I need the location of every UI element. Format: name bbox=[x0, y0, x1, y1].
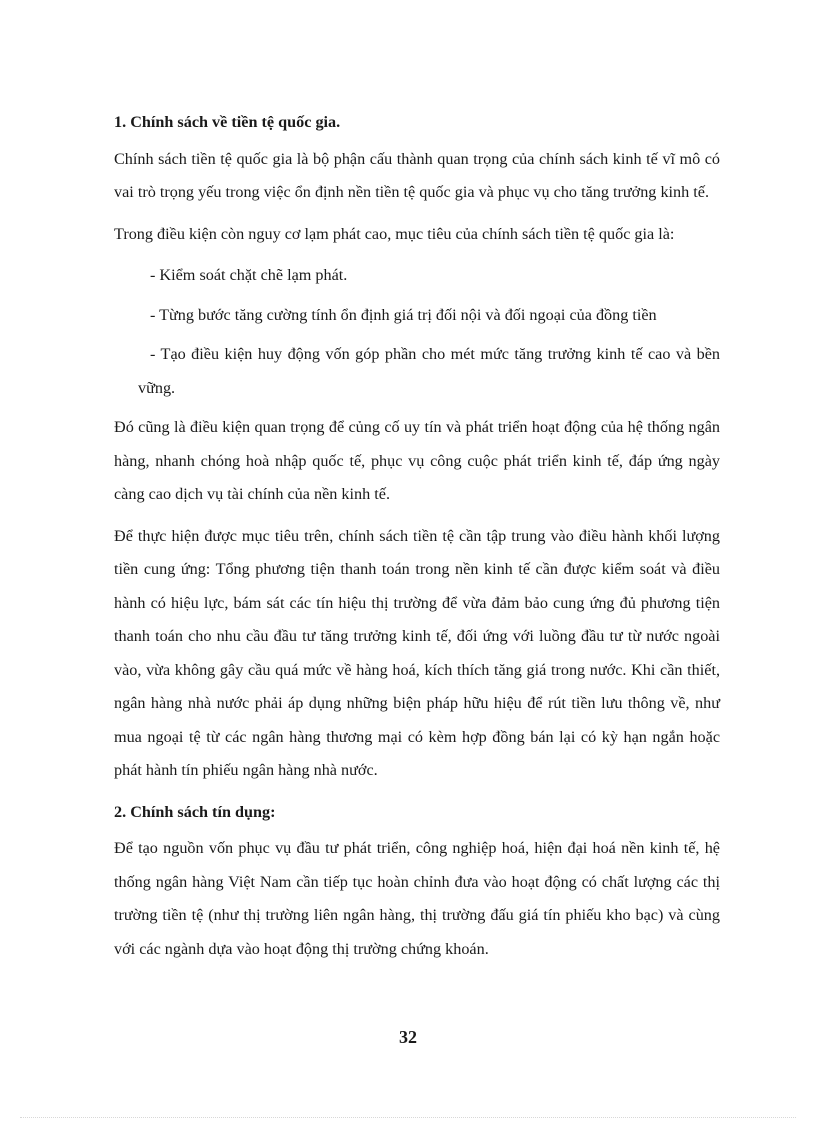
section-heading-credit-policy: 2. Chính sách tín dụng: bbox=[114, 802, 276, 821]
page-body bbox=[114, 106, 720, 974]
paragraph: Để thực hiện được mục tiêu trên, chính sách tiền tệ cần tập trung vào điều hành khối lượng tiền cung ứng: Tổng phương tiện thanh toán trong nền kinh tế cần được kiểm soát và điều hành có hiệu lực, bám sát các tín hiệu thị trường để vừa đảm bảo cung ứng đủ phương tiện thanh toán cho nhu cầu đầu tư tăng trưởng kinh tế, đối ứng với luồng đầu tư từ nước ngoài vào, vừa không gây cầu quá mức về hàng hoá, kích thích tăng giá trong nước. Khi cần thiết, ngân hàng nhà nước phải áp dụng những biện pháp hữu hiệu để rút tiền lưu thông về, như mua ngoại tệ từ các ngân hàng thương mại có kèm hợp đồng bán lại có kỳ hạn ngắn hoặc phát hành tín phiếu ngân hàng nhà nước. bbox=[114, 526, 720, 779]
page-bottom-divider bbox=[20, 1117, 796, 1118]
paragraph: Để tạo nguồn vốn phục vụ đầu tư phát triển, công nghiệp hoá, hiện đại hoá nền kinh tế, hệ thống ngân hàng Việt Nam cần tiếp tục hoàn chỉnh đưa vào hoạt động có chất lượng các thị trường tiền tệ (như thị trường liên ngân hàng, thị trường đấu giá tín phiếu kho bạc) và cùng với các ngành dựa vào hoạt động thị trường chứng khoán. bbox=[114, 839, 720, 958]
paragraph: Đó cũng là điều kiện quan trọng để củng cố uy tín và phát triển hoạt động của hệ thống ngân hàng, nhanh chóng hoà nhập quốc tế, phục vụ công cuộc phát triển kinh tế, đáp ứng ngày càng cao dịch vụ tài chính của nền kinh tế. bbox=[114, 418, 720, 503]
list-item: - Từng bước tăng cường tính ổn định giá trị đối nội và đối ngoại của đồng tiền bbox=[150, 305, 657, 324]
list-item: - Kiểm soát chặt chẽ lạm phát. bbox=[150, 266, 348, 284]
page-number: 32 bbox=[399, 1027, 417, 1047]
section-heading-monetary-policy: 1. Chính sách về tiền tệ quốc gia. bbox=[114, 113, 341, 131]
list-item: - Tạo điều kiện huy động vốn góp phần cho mét mức tăng trưởng kinh tế cao và bền vững. bbox=[138, 345, 720, 397]
paragraph: Trong điều kiện còn nguy cơ lạm phát cao, mục tiêu của chính sách tiền tệ quốc gia là: bbox=[114, 224, 675, 243]
paragraph: Chính sách tiền tệ quốc gia là bộ phận cấu thành quan trọng của chính sách kinh tế vĩ mô có vai trò trọng yếu trong việc ổn định nền tiền tệ quốc gia và phục vụ cho tăng trưởng kinh tế. bbox=[114, 149, 720, 201]
